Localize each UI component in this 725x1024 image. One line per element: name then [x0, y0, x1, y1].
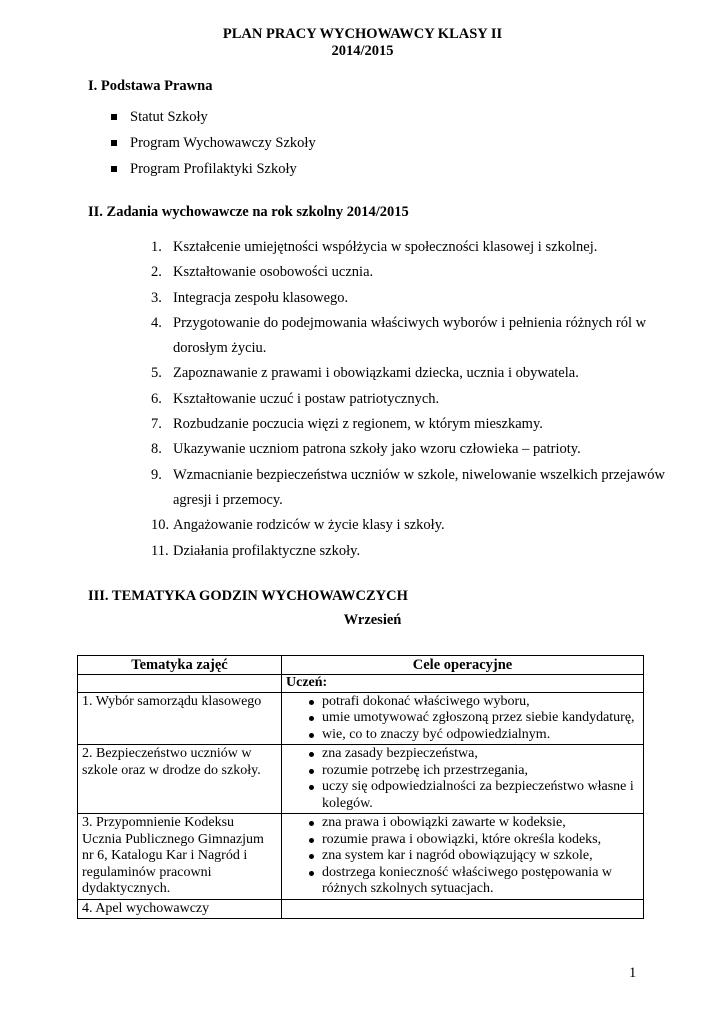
- item-text: Angażowanie rodziców w życie klasy i szkoły.: [173, 517, 445, 534]
- item-text: Działania profilaktyczne szkoły.: [173, 542, 361, 559]
- item-text: Ukazywanie uczniom patrona szkoły jako wzoru człowieka – patrioty.: [173, 441, 581, 458]
- table-row: [78, 745, 644, 814]
- item-number: 6.: [151, 390, 162, 407]
- topic-cell: 1. Wybór samorządu klasowego: [78, 692, 282, 745]
- table-row: [78, 814, 644, 900]
- list-item: [151, 260, 671, 285]
- item-number: 8.: [151, 441, 162, 458]
- item-number: 10.: [151, 517, 170, 534]
- item-number: 3.: [151, 289, 162, 306]
- list-item: [151, 361, 671, 386]
- list-item: [151, 463, 671, 514]
- square-bullet-icon: [111, 166, 117, 172]
- item-number: 9.: [151, 466, 162, 483]
- list-item: [111, 135, 316, 161]
- list-item: [151, 286, 671, 311]
- item-number: 7.: [151, 416, 162, 433]
- goals-list: [286, 815, 639, 898]
- item-text: Kształcenie umiejętności współżycia w społeczności klasowej i szkolnej.: [173, 239, 598, 255]
- item-text: Kształtowanie osobowości ucznia.: [173, 264, 374, 281]
- item-text: Przygotowanie do podejmowania właściwych wyborów i pełnienia różnych ról w dorosłym życiu.: [173, 314, 647, 357]
- item-text: Integracja zespołu klasowego.: [173, 289, 349, 306]
- goals-column-header: Cele operacyjne: [282, 656, 644, 675]
- list-item: [151, 513, 671, 538]
- item-text: Rozbudzanie poczucia więzi z regionem, w którym mieszkamy.: [173, 416, 543, 433]
- goals-list: [286, 746, 639, 812]
- list-item-text: Program Profilaktyki Szkoły: [130, 161, 297, 177]
- square-bullet-icon: [111, 140, 117, 146]
- topic-cell: 4. Apel wychowawczy: [78, 899, 282, 919]
- goal-item: zna prawa i obowiązki zawarte w kodeksie,: [322, 815, 639, 832]
- item-number: 1.: [151, 239, 162, 255]
- list-item: [151, 412, 671, 437]
- list-item: [151, 539, 671, 564]
- goal-item: dostrzega konieczność właściwego postępowania w różnych szkolnych sytuacjach.: [322, 865, 639, 898]
- month-heading: Wrzesień: [343, 612, 402, 628]
- goals-cell: [282, 899, 644, 919]
- goals-cell: [282, 745, 644, 814]
- goals-cell: [282, 692, 644, 745]
- goal-item: potrafi dokonać właściwego wyboru,: [322, 694, 639, 711]
- goal-item: rozumie potrzebę ich przestrzegania,: [322, 763, 639, 780]
- table-row: [78, 899, 644, 919]
- goal-item: zna system kar i nagród obowiązujący w szkole,: [322, 848, 639, 865]
- page-number: 1: [629, 965, 637, 981]
- goal-item: umie umotywować zgłoszoną przez siebie kandydaturę,: [322, 710, 639, 727]
- legal-basis-list: [111, 109, 316, 187]
- document-year: 2014/2015: [331, 43, 394, 59]
- goals-cell: [282, 814, 644, 900]
- list-item: [151, 437, 671, 462]
- goal-item: zna zasady bezpieczeństwa,: [322, 746, 639, 763]
- list-item-text: Program Wychowawczy Szkoły: [130, 135, 316, 151]
- student-label: Uczeń:: [282, 675, 644, 693]
- section2-heading: II. Zadania wychowawcze na rok szkolny 2014/2015: [88, 204, 409, 220]
- square-bullet-icon: [111, 114, 117, 120]
- tasks-list: [151, 235, 671, 564]
- table-cell: [78, 675, 282, 693]
- list-item-text: Statut Szkoły: [130, 109, 208, 125]
- item-number: 4.: [151, 314, 162, 331]
- document-title: PLAN PRACY WYCHOWAWCY KLASY II: [222, 26, 503, 42]
- list-item: [151, 311, 671, 362]
- section3-heading: III. TEMATYKA GODZIN WYCHOWAWCZYCH: [88, 588, 408, 604]
- item-text: Zapoznawanie z prawami i obowiązkami dziecka, ucznia i obywatela.: [173, 365, 579, 382]
- item-number: 2.: [151, 264, 162, 281]
- item-number: 5.: [151, 365, 162, 382]
- goals-list: [286, 694, 639, 744]
- list-item: [151, 387, 671, 412]
- item-number: 11.: [151, 542, 169, 559]
- goal-item: wie, co to znaczy być odpowiedzialnym.: [322, 727, 639, 744]
- list-item: [111, 161, 316, 187]
- goal-item: uczy się odpowiedzialności za bezpieczeństwo własne i kolegów.: [322, 779, 639, 812]
- goal-item: rozumie prawa i obowiązki, które określa kodeks,: [322, 832, 639, 849]
- topic-cell: 2. Bezpieczeństwo uczniów w szkole oraz w drodze do szkoły.: [78, 745, 282, 814]
- section1-heading: I. Podstawa Prawna: [88, 78, 213, 94]
- list-item: [151, 235, 671, 260]
- topic-cell: 3. Przypomnienie Kodeksu Ucznia Publicznego Gimnazjum nr 6, Katalogu Kar i Nagród i regulaminów pracowni dydaktycznych.: [78, 814, 282, 900]
- table-header-row: [78, 656, 644, 675]
- table-row: [78, 675, 644, 693]
- topic-column-header: Tematyka zajęć: [78, 656, 282, 675]
- table-row: [78, 692, 644, 745]
- lesson-topics-table: [77, 655, 644, 919]
- item-text: Wzmacnianie bezpieczeństwa uczniów w szkole, niwelowanie wszelkich przejawów agresji i przemocy.: [173, 466, 665, 508]
- item-text: Kształtowanie uczuć i postaw patriotycznych.: [173, 390, 440, 407]
- list-item: [111, 109, 316, 135]
